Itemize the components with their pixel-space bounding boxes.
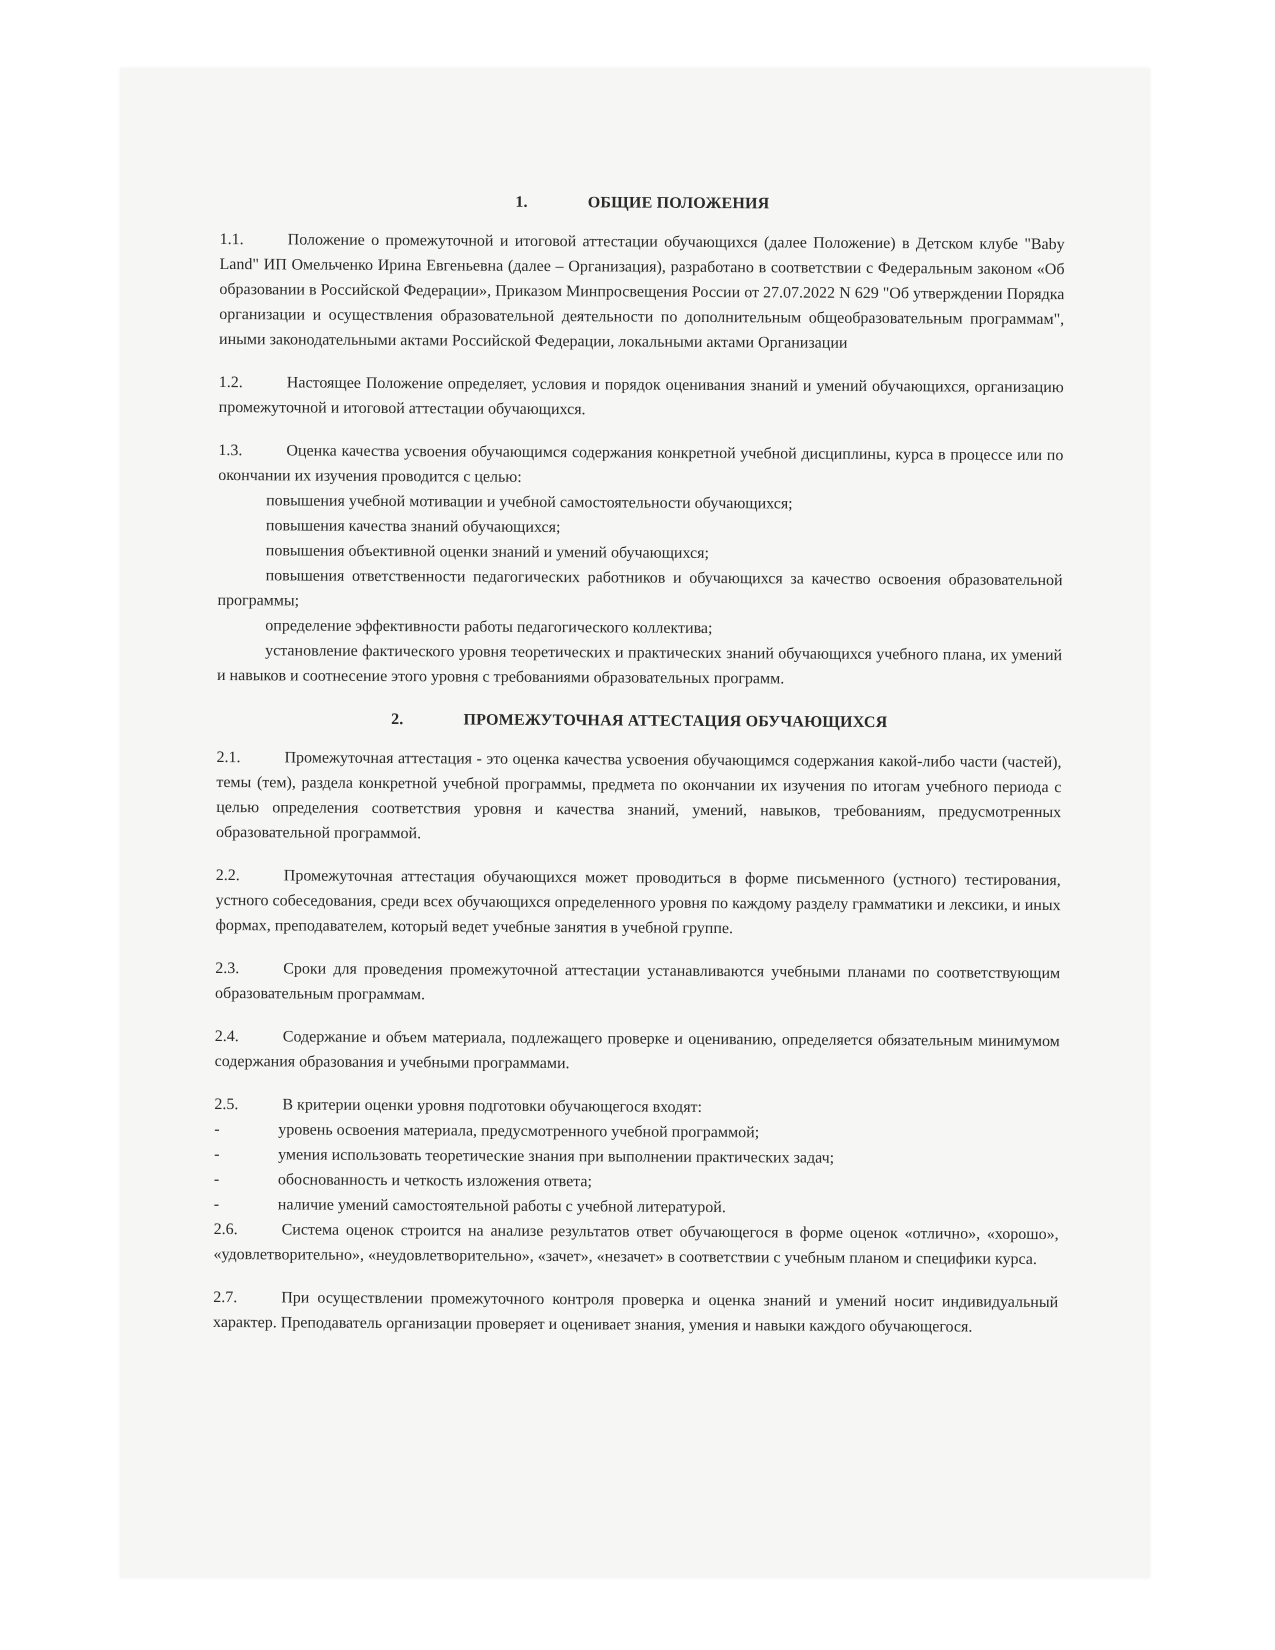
paragraph-2-6 [213, 1217, 1058, 1272]
document-body [213, 188, 1065, 1358]
list-item: повышения качества знаний обучающихся; [265, 517, 561, 537]
paragraph-number: 1.3. [218, 441, 243, 460]
list-item: установление фактического уровня теоретических и практических знаний обучающихся учебного плана, их умений и навыков и соотнесение этого уровня с требованиями образовательных программ. [216, 642, 1063, 688]
paragraph-text: Промежуточная аттестация - это оценка качества усвоения обучающимся содержания какой-либо части (частей), темы (тем), раздела конкретной учебной программы, предмета по окончании их изучения по итогам учебного периода с целью определения соответствия уровня и качества знаний, умений, навыков, требованиям, предусмотренных образовательной программой. [216, 749, 1062, 843]
section-2-number: 2. [391, 711, 404, 729]
paragraph-number: 2.6. [213, 1220, 238, 1239]
paragraph-text: Настоящее Положение определяет, условия и порядок оценивания знаний и умений обучающихся, организацию промежуточной и итоговой аттестации обучающихся. [218, 374, 1064, 419]
paragraph-1-2 [219, 370, 1064, 425]
dash-marker: - [213, 1170, 220, 1189]
list-item: повышения ответственности педагогических работников и обучающихся за качество освоения образовательной программы; [217, 567, 1063, 610]
criteria-text: наличие умений самостоятельной работы с учебной литературой. [277, 1196, 726, 1217]
paragraph-2-4 [215, 1024, 1060, 1079]
paragraph-2-3 [215, 956, 1060, 1011]
paragraph-text: Положение о промежуточной и итоговой аттестации обучающихся (далее Положение) в Детском клубе "Baby Land" ИП Омельченко Ирина Евгеньевна (далее – Организация), разработано в соответствии с Федеральным законом «Об образовании в Российской Федерации», Приказом Минпросвещения России от 27.07.2022 N 629 "Об утверждении Порядка организации и осуществления образовательной деятельности по дополнительным общеобразовательным программам", иными законодательными актами Российской Федерации, локальными актами Организации [219, 231, 1065, 352]
list-item: определение эффективности работы педагогического коллектива; [265, 617, 713, 638]
paragraph-1-1 [219, 227, 1065, 357]
criteria-text: уровень освоения материала, предусмотренного учебной программой; [278, 1121, 760, 1142]
paragraph-number: 2.2. [215, 866, 240, 885]
paragraph-number: 2.7. [213, 1288, 238, 1307]
paragraph-number: 2.4. [214, 1027, 239, 1046]
criteria-text: умения использовать теоретические знания при выполнении практических задач; [278, 1146, 835, 1167]
section-1-number: 1. [515, 193, 528, 211]
section-2-title: ПРОМЕЖУТОЧНАЯ АТТЕСТАЦИЯ ОБУЧАЮЩИХСЯ [463, 711, 888, 732]
section-1-title: ОБЩИЕ ПОЛОЖЕНИЯ [587, 194, 770, 213]
dash-marker: - [214, 1120, 220, 1139]
paragraph-number: 2.5. [214, 1095, 239, 1114]
paragraph-2-2 [215, 863, 1060, 943]
paragraph-text: Содержание и объем материала, подлежащего проверке и оцениванию, определяется обязательным минимумом содержания образования и учебными программами. [214, 1028, 1060, 1073]
criteria-text: обоснованность и четкость изложения ответа; [277, 1171, 592, 1191]
paragraph-text: Система оценок строится на анализе результатов ответ обучающегося в форме оценок «отлично», «хорошо», «удовлетворительно», «неудовлетворительно», «зачет», «незачет» в соответствии с учебным планом и специфики курса. [213, 1221, 1059, 1269]
paragraph-number: 1.2. [218, 373, 243, 392]
paragraph-text: Оценка качества усвоения обучающимся содержания конкретной учебной дисциплины, курса в процессе или по окончании их изучения проводится с целью: [218, 442, 1064, 486]
paragraph-text: При осуществлении промежуточного контроля проверка и оценка знаний и умений носит индивидуальный характер. Преподаватель организации проверяет и оценивает знания, умения и навыки каждого обучающегося. [213, 1289, 1059, 1336]
paragraph-number: 1.1. [219, 230, 244, 249]
paragraph-text: Сроки для проведения промежуточной аттестации устанавливаются учебными планами по соответствующим образовательным программам. [215, 960, 1061, 1004]
paragraph-2-5 [214, 1092, 1060, 1222]
dash-marker: - [214, 1145, 220, 1164]
paragraph-text: В критерии оценки уровня подготовки обучающегося входят: [282, 1096, 703, 1116]
paragraph-1-3-intro [218, 438, 1063, 493]
list-item: повышения учебной мотивации и учебной самостоятельности обучающихся; [266, 492, 793, 513]
paragraph-text: Промежуточная аттестация обучающихся может проводиться в форме письменного (устного) тестирования, устного собеседования, среди всех обучающихся определенного уровня по каждому разделу грамматики и лексики, и иных формах, преподавателем, который ведет учебные занятия в учебной группе. [215, 867, 1061, 938]
paragraph-2-7 [213, 1285, 1058, 1340]
paragraph-1-3 [217, 438, 1064, 693]
list-item: повышения объективной оценки знаний и умений обучающихся; [265, 542, 709, 562]
section-1-heading [220, 188, 1065, 218]
dash-marker: - [213, 1195, 220, 1214]
paragraph-number: 2.1. [216, 748, 241, 767]
section-2-heading [217, 706, 1062, 736]
paragraph-2-1 [216, 745, 1062, 850]
paragraph-number: 2.3. [215, 959, 240, 978]
